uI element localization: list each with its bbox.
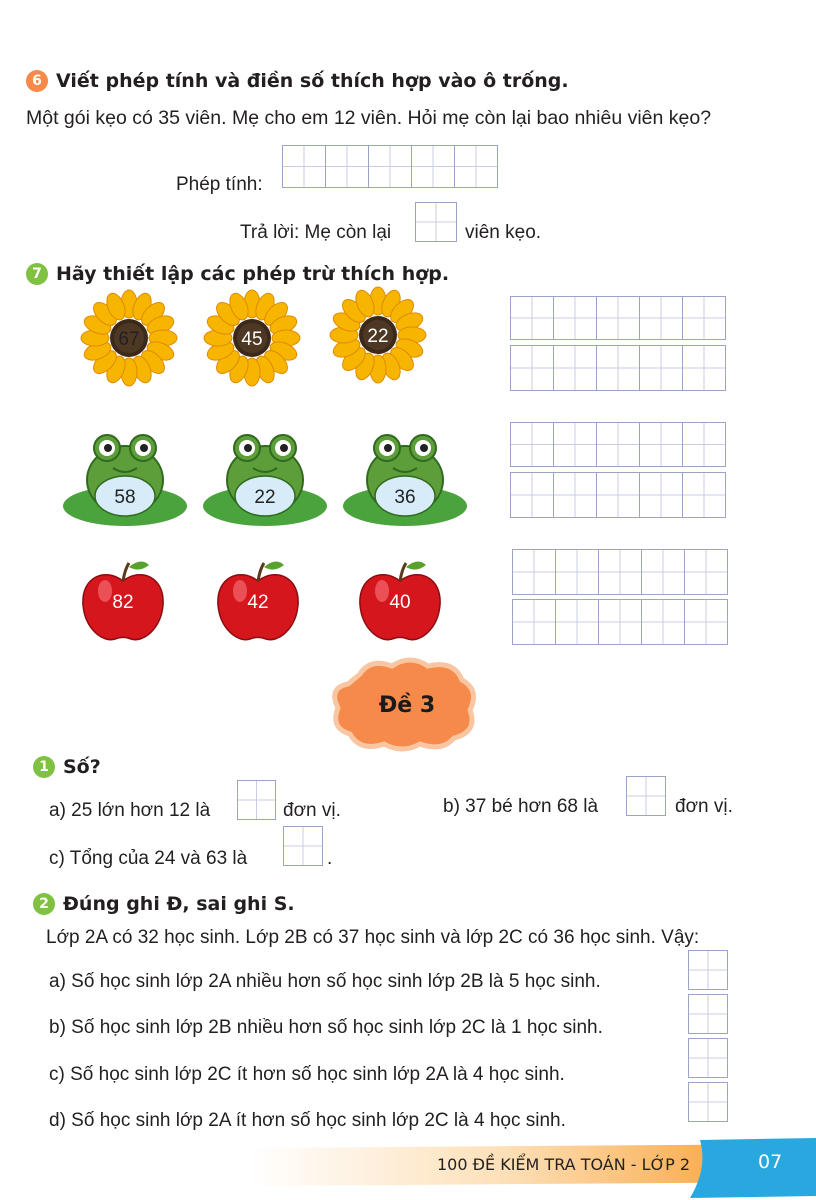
q6-problem-text: Một gói kẹo có 35 viên. Mẹ cho em 12 viên. Hỏi mẹ còn lại bao nhiêu viên kẹo?: [26, 107, 712, 129]
q7-title: Hãy thiết lập các phép trừ thích hợp.: [56, 263, 450, 285]
q7-frog-grid-2[interactable]: [510, 472, 725, 518]
s1-c-prefix: c) Tổng của 24 và 63 là: [49, 848, 248, 869]
s1-c-suffix: .: [327, 848, 333, 869]
q7-sunflower-grid-1[interactable]: [510, 296, 725, 340]
s2-item-c: c) Số học sinh lớp 2C ít hơn số học sinh lớp 2A là 4 học sinh.: [49, 1064, 565, 1085]
s2-answer-box-d[interactable]: [688, 1082, 728, 1122]
s2-title: Đúng ghi Đ, sai ghi S.: [63, 893, 295, 915]
q7-apple-grid-2[interactable]: [512, 599, 727, 645]
q6-calc-label: Phép tính:: [176, 174, 263, 195]
footer-band: [0, 1138, 816, 1200]
s2-answer-box-a[interactable]: [688, 950, 728, 990]
s1-b-prefix: b) 37 bé hơn 68 là: [443, 796, 599, 817]
frog-2-number: 22: [254, 487, 276, 508]
q7-frog-grid-1[interactable]: [510, 422, 725, 467]
apple-3-number: 40: [389, 592, 411, 613]
s2-answer-box-c[interactable]: [688, 1038, 728, 1078]
frog-1-number: 58: [114, 487, 136, 508]
frog-2: [203, 435, 327, 526]
q6-answer-suffix: viên kẹo.: [465, 222, 542, 243]
section-badge: [330, 656, 480, 752]
frog-1: [63, 435, 187, 526]
s2-intro: Lớp 2A có 32 học sinh. Lớp 2B có 37 học sinh và lớp 2C có 36 học sinh. Vậy:: [46, 927, 700, 948]
s1-b-answer-box[interactable]: [626, 776, 666, 816]
footer-book-title: 100 ĐỀ KIỂM TRA TOÁN - LỚP 2: [437, 1155, 691, 1174]
s1-title: Số?: [63, 756, 101, 778]
sunflower-1-number: 67: [118, 329, 140, 350]
q6-title: Viết phép tính và điền số thích hợp vào ô trống.: [56, 70, 569, 92]
s2-heading: [33, 893, 295, 915]
s1-c-answer-box[interactable]: [283, 826, 323, 866]
s1-number-badge: 1: [33, 756, 55, 778]
s1-heading: [33, 756, 101, 778]
sunflower-3-number: 22: [367, 326, 389, 347]
apple-1-number: 82: [112, 592, 134, 613]
s2-answer-box-b[interactable]: [688, 994, 728, 1034]
s1-a-suffix: đơn vị.: [283, 800, 341, 821]
s2-item-d: d) Số học sinh lớp 2A ít hơn số học sinh lớp 2C là 4 học sinh.: [49, 1110, 566, 1131]
q6-answer-prefix: Trả lời: Mẹ còn lại: [240, 222, 392, 243]
s2-number-badge: 2: [33, 893, 55, 915]
section-title: Đề 3: [378, 693, 436, 718]
q7-pictures: [0, 0, 480, 660]
s2-item-a: a) Số học sinh lớp 2A nhiều hơn số học sinh lớp 2B là 5 học sinh.: [49, 971, 601, 992]
s1-a-prefix: a) 25 lớn hơn 12 là: [49, 800, 211, 821]
q7-sunflower-grid-2[interactable]: [510, 345, 725, 391]
s1-a-answer-box[interactable]: [237, 780, 276, 820]
footer-page-number: 07: [758, 1151, 783, 1173]
q6-number-badge: 6: [26, 70, 48, 92]
apple-2-number: 42: [247, 592, 269, 613]
s1-b-suffix: đơn vị.: [675, 796, 733, 817]
frog-3: [343, 435, 467, 526]
q7-apple-grid-1[interactable]: [512, 549, 727, 595]
s2-item-b: b) Số học sinh lớp 2B nhiều hơn số học sinh lớp 2C là 1 học sinh.: [49, 1017, 603, 1038]
sunflower-2-number: 45: [241, 329, 263, 350]
q7-number-badge: 7: [26, 263, 48, 285]
frog-3-number: 36: [394, 487, 416, 508]
